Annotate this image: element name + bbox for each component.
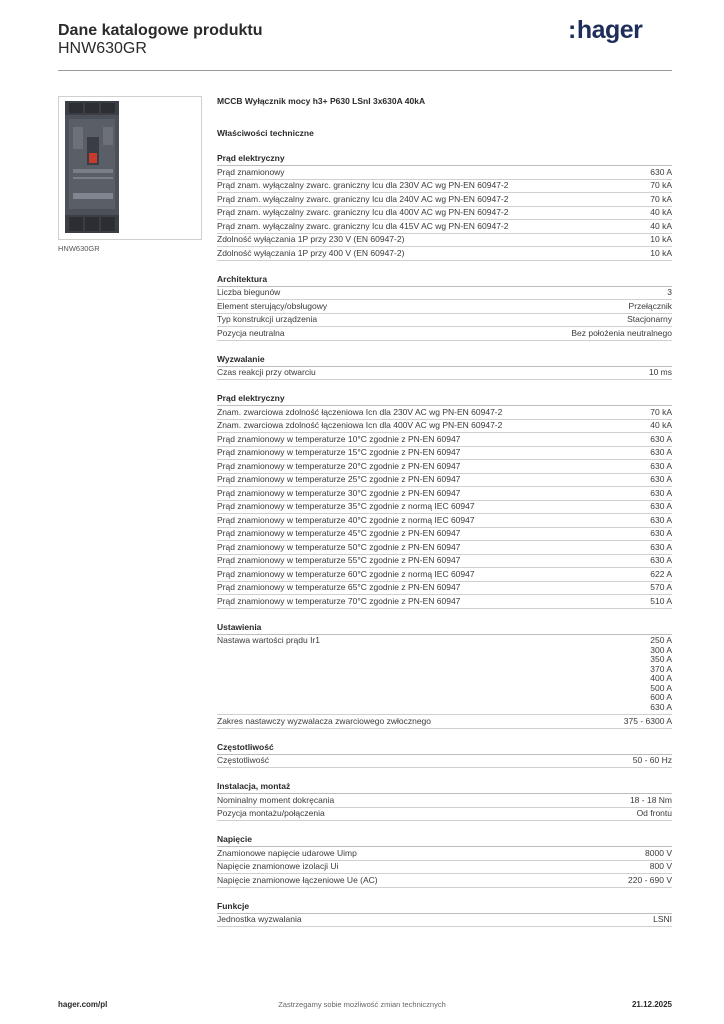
spec-label: Prąd znamionowy bbox=[217, 166, 285, 177]
spec-row bbox=[217, 847, 672, 861]
spec-value: 375 - 6300 A bbox=[623, 715, 672, 726]
spec-label: Prąd znamionowy w temperaturze 15°C zgodnie z PN-EN 60947 bbox=[217, 447, 461, 457]
product-code: HNW630GR bbox=[58, 40, 147, 57]
spec-label: Prąd znamionowy w temperaturze 50°C zgodnie z PN-EN 60947 bbox=[217, 541, 461, 552]
spec-value: 630 A bbox=[650, 460, 672, 471]
spec-row bbox=[217, 794, 672, 808]
spec-label: Pozycja neutralna bbox=[217, 327, 285, 338]
spec-label: Prąd znamionowy w temperaturze 30°C zgodnie z PN-EN 60947 bbox=[217, 487, 461, 498]
spec-section bbox=[217, 393, 672, 609]
section-title: Funkcje bbox=[217, 901, 672, 914]
spec-value: 630 A bbox=[650, 514, 672, 525]
spec-label: Prąd znamionowy w temperaturze 65°C zgodnie z PN-EN 60947 bbox=[217, 582, 461, 592]
spec-section bbox=[217, 781, 672, 821]
spec-value: 570 A bbox=[650, 582, 672, 592]
spec-value: 630 A bbox=[650, 487, 672, 498]
spec-label: Prąd znamionowy w temperaturze 25°C zgodnie z PN-EN 60947 bbox=[217, 474, 461, 484]
photo-caption: HNW630GR bbox=[58, 244, 100, 253]
section-title: Ustawienia bbox=[217, 622, 672, 635]
spec-label: Prąd znamionowy w temperaturze 55°C zgodnie z PN-EN 60947 bbox=[217, 555, 461, 565]
logo-colon-icon: : bbox=[568, 16, 576, 44]
spec-subtitle: Właściwości techniczne bbox=[217, 128, 314, 138]
spec-row bbox=[217, 287, 672, 301]
spec-label: Jednostka wyzwalania bbox=[217, 914, 302, 924]
spec-row bbox=[217, 541, 672, 555]
spec-value: 510 A bbox=[650, 595, 672, 606]
spec-value: 800 V bbox=[649, 861, 672, 871]
spec-section bbox=[217, 622, 672, 729]
product-photo bbox=[58, 96, 202, 240]
spec-label: Czas reakcji przy otwarciu bbox=[217, 367, 316, 377]
spec-label: Liczba biegunów bbox=[217, 287, 281, 297]
spec-value-item: 300 A bbox=[650, 644, 672, 655]
spec-value: 70 kA bbox=[650, 180, 672, 190]
spec-row bbox=[217, 568, 672, 582]
spec-label: Znam. zwarciowa zdolność łączeniowa Icn dla 230V AC wg PN-EN 60947-2 bbox=[217, 406, 503, 417]
spec-label: Zakres nastawczy wyzwalacza zwarciowego zwłocznego bbox=[217, 715, 431, 726]
spec-value: 630 A bbox=[650, 166, 672, 177]
spec-row bbox=[217, 247, 672, 261]
spec-section bbox=[217, 153, 672, 261]
spec-label: Znamionowe napięcie udarowe Uimp bbox=[217, 847, 357, 858]
spec-value-item: 400 A bbox=[650, 673, 672, 683]
spec-row bbox=[217, 914, 672, 928]
spec-row bbox=[217, 220, 672, 234]
spec-value: 3 bbox=[667, 287, 672, 297]
spec-row bbox=[217, 193, 672, 207]
spec-row bbox=[217, 406, 672, 420]
spec-value-item: 500 A bbox=[650, 682, 672, 693]
spec-value: 10 kA bbox=[650, 247, 672, 258]
spec-value: 50 - 60 Hz bbox=[632, 755, 672, 765]
spec-value bbox=[650, 636, 672, 712]
spec-label: Zdolność wyłączania 1P przy 400 V (EN 60947-2) bbox=[217, 247, 405, 258]
spec-label: Napięcie znamionowe izolacji Ui bbox=[217, 861, 339, 871]
spec-row bbox=[217, 635, 672, 716]
section-title: Wyzwalanie bbox=[217, 354, 672, 367]
spec-row bbox=[217, 327, 672, 341]
spec-label: Element sterujący/obsługowy bbox=[217, 300, 328, 311]
spec-value: 630 A bbox=[650, 555, 672, 565]
spec-label: Prąd znamionowy w temperaturze 20°C zgodnie z PN-EN 60947 bbox=[217, 460, 461, 471]
spec-row bbox=[217, 433, 672, 447]
spec-row bbox=[217, 447, 672, 461]
footer-website-link[interactable]: hager.com/pl bbox=[58, 1000, 108, 1009]
spec-row bbox=[217, 460, 672, 474]
spec-value: 220 - 690 V bbox=[628, 874, 672, 885]
spec-row bbox=[217, 300, 672, 314]
spec-row bbox=[217, 207, 672, 221]
spec-value: 40 kA bbox=[650, 420, 672, 430]
spec-section bbox=[217, 354, 672, 381]
spec-row bbox=[217, 715, 672, 729]
spec-value: 630 A bbox=[650, 474, 672, 484]
spec-row bbox=[217, 555, 672, 569]
spec-value: 630 A bbox=[650, 501, 672, 511]
spec-label: Nastawa wartości prądu Ir1 bbox=[217, 635, 320, 645]
spec-value: LSNI bbox=[653, 914, 672, 924]
section-title: Instalacja, montaż bbox=[217, 781, 672, 794]
spec-value: 630 A bbox=[650, 541, 672, 552]
spec-value: 10 kA bbox=[650, 234, 672, 244]
spec-value: Od frontu bbox=[636, 808, 672, 818]
product-title: MCCB Wyłącznik mocy h3+ P630 LSnI 3x630A 40kA bbox=[217, 96, 426, 106]
spec-value: 8000 V bbox=[645, 847, 672, 858]
spec-value-item: 350 A bbox=[650, 654, 672, 664]
spec-value: 18 - 18 Nm bbox=[629, 794, 672, 805]
spec-value: 630 A bbox=[650, 433, 672, 444]
spec-row bbox=[217, 861, 672, 875]
spec-row bbox=[217, 487, 672, 501]
spec-label: Znam. zwarciowa zdolność łączeniowa Icn dla 400V AC wg PN-EN 60947-2 bbox=[217, 420, 503, 430]
spec-value: Stacjonarny bbox=[627, 314, 672, 324]
spec-value: 622 A bbox=[650, 568, 672, 579]
spec-label: Napięcie znamionowe łączeniowe Ue (AC) bbox=[217, 874, 378, 885]
section-title: Prąd elektryczny bbox=[217, 153, 672, 166]
spec-value-item: 630 A bbox=[650, 701, 672, 712]
spec-row bbox=[217, 514, 672, 528]
spec-label: Prąd znamionowy w temperaturze 40°C zgodnie z normą IEC 60947 bbox=[217, 514, 475, 525]
spec-label: Prąd znamionowy w temperaturze 70°C zgodnie z PN-EN 60947 bbox=[217, 595, 461, 606]
footer-note: Zastrzegamy sobie możliwość zmian technicznych bbox=[278, 1000, 446, 1009]
spec-label: Prąd znam. wyłączalny zwarc. graniczny Icu dla 415V AC wg PN-EN 60947-2 bbox=[217, 220, 509, 231]
section-title: Napięcie bbox=[217, 834, 672, 847]
spec-label: Zdolność wyłączania 1P przy 230 V (EN 60947-2) bbox=[217, 234, 405, 244]
circuit-breaker-photo-icon bbox=[59, 97, 201, 239]
spec-value-item: 370 A bbox=[650, 663, 672, 674]
spec-value: Przełącznik bbox=[628, 300, 672, 311]
spec-label: Prąd znamionowy w temperaturze 10°C zgodnie z PN-EN 60947 bbox=[217, 433, 461, 444]
spec-row bbox=[217, 595, 672, 609]
spec-value: 630 A bbox=[650, 528, 672, 538]
spec-value-item: 250 A bbox=[650, 635, 672, 645]
spec-row bbox=[217, 474, 672, 488]
spec-label: Prąd znam. wyłączalny zwarc. graniczny Icu dla 400V AC wg PN-EN 60947-2 bbox=[217, 207, 509, 217]
spec-row bbox=[217, 367, 672, 381]
spec-label: Prąd znamionowy w temperaturze 45°C zgodnie z PN-EN 60947 bbox=[217, 528, 461, 538]
spec-label: Prąd znamionowy w temperaturze 60°C zgodnie z normą IEC 60947 bbox=[217, 568, 475, 579]
spec-label: Pozycja montażu/połączenia bbox=[217, 808, 325, 818]
spec-row bbox=[217, 420, 672, 434]
spec-label: Prąd znamionowy w temperaturze 35°C zgodnie z normą IEC 60947 bbox=[217, 501, 475, 511]
spec-section bbox=[217, 742, 672, 769]
spec-value: 10 ms bbox=[648, 367, 672, 377]
spec-row bbox=[217, 582, 672, 596]
spec-value: 40 kA bbox=[650, 220, 672, 231]
spec-label: Prąd znam. wyłączalny zwarc. graniczny Icu dla 240V AC wg PN-EN 60947-2 bbox=[217, 193, 509, 204]
spec-row bbox=[217, 501, 672, 515]
logo-text: hager bbox=[576, 16, 643, 44]
section-title: Częstotliwość bbox=[217, 742, 672, 755]
spec-section bbox=[217, 901, 672, 928]
hager-logo[interactable] bbox=[568, 16, 642, 45]
spec-row bbox=[217, 314, 672, 328]
spec-label: Prąd znam. wyłączalny zwarc. graniczny Icu dla 230V AC wg PN-EN 60947-2 bbox=[217, 180, 509, 190]
section-title: Prąd elektryczny bbox=[217, 393, 672, 406]
spec-row bbox=[217, 808, 672, 822]
spec-row bbox=[217, 874, 672, 888]
spec-row bbox=[217, 234, 672, 248]
spec-value: 70 kA bbox=[650, 406, 672, 417]
spec-row bbox=[217, 528, 672, 542]
spec-value: 630 A bbox=[650, 447, 672, 457]
spec-section bbox=[217, 274, 672, 341]
spec-value: 70 kA bbox=[650, 193, 672, 204]
spec-sections bbox=[217, 153, 672, 927]
spec-content bbox=[217, 96, 672, 927]
spec-label: Nominalny moment dokręcania bbox=[217, 794, 335, 805]
spec-section bbox=[217, 834, 672, 888]
spec-row bbox=[217, 166, 672, 180]
section-title: Architektura bbox=[217, 274, 672, 287]
spec-label: Typ konstrukcji urządzenia bbox=[217, 314, 318, 324]
spec-value: Bez położenia neutralnego bbox=[571, 327, 672, 338]
spec-value: 40 kA bbox=[650, 207, 672, 217]
page-title: Dane katalogowe produktu bbox=[58, 22, 263, 39]
spec-row bbox=[217, 755, 672, 769]
spec-label: Częstotliwość bbox=[217, 755, 269, 765]
header-divider bbox=[58, 70, 672, 71]
footer-date: 21.12.2025 bbox=[631, 1000, 672, 1009]
spec-row bbox=[217, 180, 672, 194]
spec-value-item: 600 A bbox=[650, 692, 672, 702]
